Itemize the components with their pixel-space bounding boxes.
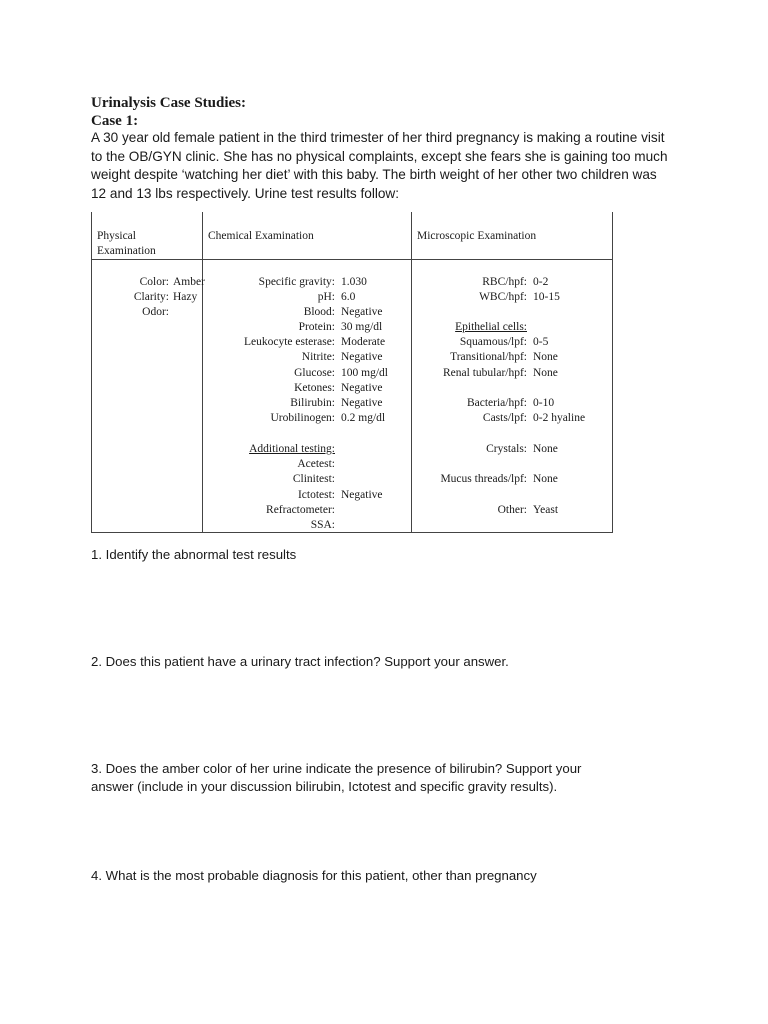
header-divider [91, 259, 613, 260]
microscopic-label: Squamous/lpf: [459, 336, 527, 348]
table-border [612, 212, 613, 533]
header-physical: Examination [97, 245, 156, 257]
question-3-continued: answer (include in your discussion bilirubin, Ictotest and specific gravity results). [91, 779, 558, 794]
header-physical: Physical [97, 230, 136, 242]
microscopic-label: Bacteria/hpf: [466, 397, 527, 409]
microscopic-label: Transitional/hpf: [450, 351, 527, 363]
chemical-label: Glucose: [294, 367, 335, 379]
chemical-value: Negative [341, 306, 383, 318]
chemical-value: Negative [341, 397, 383, 409]
chemical-value: 6.0 [341, 291, 356, 303]
additional-label: Acetest: [297, 458, 335, 470]
microscopic-label: Mucus threads/lpf: [440, 473, 527, 485]
additional-label: Ictotest: [297, 489, 335, 501]
microscopic-value: None [533, 443, 558, 455]
additional-testing-heading: Additional testing: [249, 443, 335, 455]
chemical-label: Blood: [303, 306, 335, 318]
table-border [91, 532, 613, 533]
intro-line: to the OB/GYN clinic. She has no physical complaints, except she fears she is gaining too much [91, 148, 668, 164]
chemical-label: Protein: [298, 321, 335, 333]
microscopic-value: 0-2 [533, 276, 549, 288]
table-border [91, 212, 92, 533]
document-title: Urinalysis Case Studies: [91, 95, 247, 111]
microscopic-value: 0-10 [533, 397, 555, 409]
chemical-value: 30 mg/dl [341, 321, 383, 333]
microscopic-label: Renal tubular/hpf: [443, 367, 527, 379]
question-4: 4. What is the most probable diagnosis for this patient, other than pregnancy [91, 868, 537, 883]
microscopic-value: None [533, 367, 558, 379]
additional-label: Refractometer: [266, 504, 335, 516]
chemical-label: Nitrite: [301, 351, 335, 363]
microscopic-label: RBC/hpf: [482, 276, 527, 288]
physical-label: Odor: [142, 306, 169, 318]
additional-label: Clinitest: [292, 473, 335, 485]
physical-label: Clarity: [133, 291, 169, 303]
microscopic-label: Casts/lpf: [482, 412, 527, 424]
intro-line: A 30 year old female patient in the third trimester of her third pregnancy is making a routine visit [91, 130, 665, 145]
chemical-label: Leukocyte esterase: [244, 336, 335, 348]
additional-label: SSA: [310, 519, 335, 531]
microscopic-value: None [533, 351, 558, 363]
additional-value: Negative [341, 489, 383, 501]
microscopic-value: None [533, 473, 558, 485]
physical-value: Amber [173, 276, 205, 288]
question-1: 1. Identify the abnormal test results [91, 547, 297, 562]
chemical-value: 100 mg/dl [341, 367, 388, 379]
chemical-value: 1.030 [341, 276, 367, 288]
header-chemical: Chemical Examination [208, 230, 314, 242]
case-description [91, 129, 691, 203]
chemical-label: Ketones: [294, 382, 335, 394]
column-divider [202, 212, 203, 533]
intro-line: weight despite ‘watching her diet’ with this baby. The birth weight of her other two children was [91, 167, 657, 182]
chemical-value: Negative [341, 351, 383, 363]
microscopic-value: 0-2 hyaline [533, 412, 586, 424]
question-2: 2. Does this patient have a urinary tract infection? Support your answer. [91, 654, 509, 669]
chemical-label: pH: [317, 291, 335, 303]
microscopic-value: Yeast [533, 504, 559, 516]
column-divider [411, 212, 412, 533]
physical-label: Color: [139, 276, 169, 288]
epithelial-cells-heading: Epithelial cells: [455, 321, 527, 333]
chemical-value: Moderate [341, 336, 386, 348]
physical-value: Hazy [173, 291, 198, 303]
case-label: Case 1: [91, 113, 139, 129]
chemical-label: Specific gravity: [258, 276, 335, 288]
intro-line: 12 and 13 lbs respectively. Urine test results follow: [91, 185, 400, 201]
microscopic-value: 0-5 [533, 336, 549, 348]
chemical-value: Negative [341, 382, 383, 394]
header-microscopic: Microscopic Examination [417, 230, 537, 242]
question-3: 3. Does the amber color of her urine indicate the presence of bilirubin? Support your [91, 761, 582, 776]
chemical-value: 0.2 mg/dl [341, 412, 386, 424]
chemical-label: Urobilinogen: [270, 412, 335, 424]
microscopic-label: WBC/hpf: [479, 291, 527, 303]
microscopic-value: 10-15 [533, 291, 560, 303]
urinalysis-results-table [91, 212, 613, 533]
microscopic-label: Other: [497, 504, 527, 516]
chemical-label: Bilirubin: [290, 397, 335, 409]
microscopic-label: Crystals: [486, 443, 527, 455]
